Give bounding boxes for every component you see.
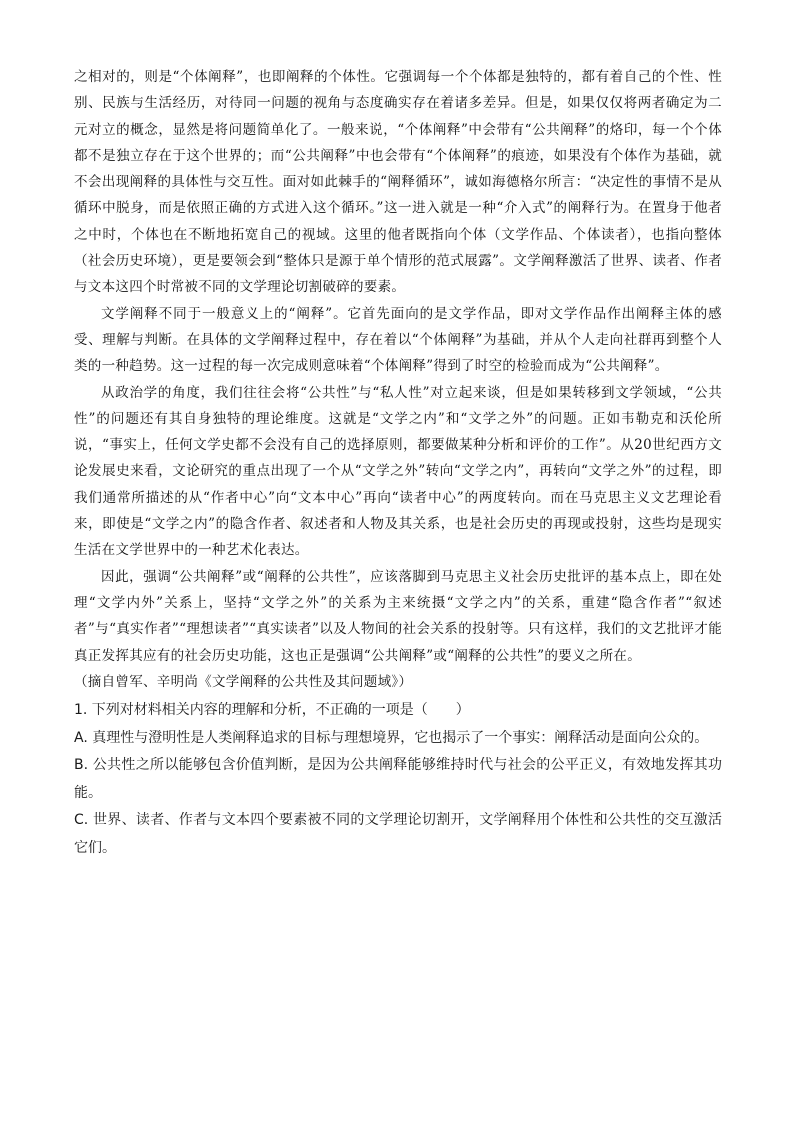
- passage-paragraph: 之相对的，则是“个体阐释”，也即阐释的个体性。它强调每一个个体都是独特的，都有着自己的个性、性别、民族与生活经历，对待同一问题的视角与态度确实存在着诸多差异。但是，如果仅仅将两者确定为二元对立的概念，显然是将问题简单化了。一般来说，“个体阐释”中会带有“公共阐释”的烙印，每一个个体都不是独立存在于这个世界的；而“公共阐释”中也会带有“个体阐释”的痕迹，如果没有个体作为基础，就不会出现阐释的具体性与交互性。面对如此棘手的“阐释循环”，诚如海德格尔所言：“决定性的事情不是从循环中脱身，而是依照正确的方式进入这个循环。”这一进入就是一种“介入式”的阐释行为。在置身于他者之中时，个体也在不断地拓宽自己的视域。这里的他者既指向个体（文学作品、个体读者），也指向整体（社会历史环境），更是要领会到“整体只是源于单个情形的范式展露”。文学阐释激活了世界、读者、作者与文本这四个时常被不同的文学理论切割破碎的要素。: [74, 69, 722, 296]
- passage-paragraph: 从政治学的角度，我们往往会将“公共性”与“私人性”对立起来谈，但是如果转移到文学领域，“公共性”的问题还有其自身独特的理论维度。这就是“文学之内”和“文学之外”的问题。正如韦勒克和沃伦所说，“事实上，任何文学史都不会没有自己的选择原则，都要做某种分析和评价的工作”。从20世纪西方文论发展史来看，文论研究的重点出现了一个从“文学之外”转向“文学之内”，再转向“文学之外”的过程，即我们通常所描述的从“作者中心”向“文本中心”再向“读者中心”的两度转向。而在马克思主义文艺理论看来，即使是“文学之内”的隐含作者、叙述者和人物及其关系，也是社会历史的再现或投射，这些均是现实生活在文学世界中的一种艺术化表达。: [74, 384, 722, 559]
- reading-passage: [74, 64, 722, 695]
- option-b[interactable]: B. 公共性之所以能够包含价值判断，是因为公共阐释能够维持时代与社会的公平正义，有效地发挥其功能。: [74, 757, 722, 801]
- option-c[interactable]: C. 世界、读者、作者与文本四个要素被不同的文学理论切割开，文学阐释用个体性和公共性的交互激活它们。: [74, 812, 722, 856]
- document-page: [74, 64, 722, 862]
- passage-source: （摘自曾军、辛明尚《文学阐释的公共性及其问题域》）: [74, 673, 413, 690]
- question-block: [74, 697, 722, 862]
- passage-paragraph: 因此，强调“公共阐释”或“阐释的公共性”，应该落脚到马克思主义社会历史批评的基本点上，即在处理“文学内外”关系上，坚持“文学之外”的关系为主来统摄“文学之内”的关系，重建“隐含作者”“叙述者”与“真实作者”“理想读者”“真实读者”以及人物间的社会关系的投射等。只有这样，我们的文艺批评才能真正发挥其应有的社会历史功能，这也正是强调“公共阐释”或“阐释的公共性”的要义之所在。: [74, 568, 722, 664]
- passage-paragraph: 文学阐释不同于一般意义上的“阐释”。它首先面向的是文学作品，即对文学作品作出阐释主体的感受、理解与判断。在具体的文学阐释过程中，存在着以“个体阐释”为基础，并从个人走向社群再到整个人类的一种趋势。这一过程的每一次完成则意味着“个体阐释”得到了时空的检验而成为“公共阐释”。: [74, 305, 722, 375]
- option-a[interactable]: A. 真理性与澄明性是人类阐释追求的目标与理想境界，它也揭示了一个事实：阐释活动是面向公众的。: [74, 729, 709, 746]
- question-stem: 1. 下列对材料相关内容的理解和分析，不正确的一项是（ ）: [74, 702, 470, 719]
